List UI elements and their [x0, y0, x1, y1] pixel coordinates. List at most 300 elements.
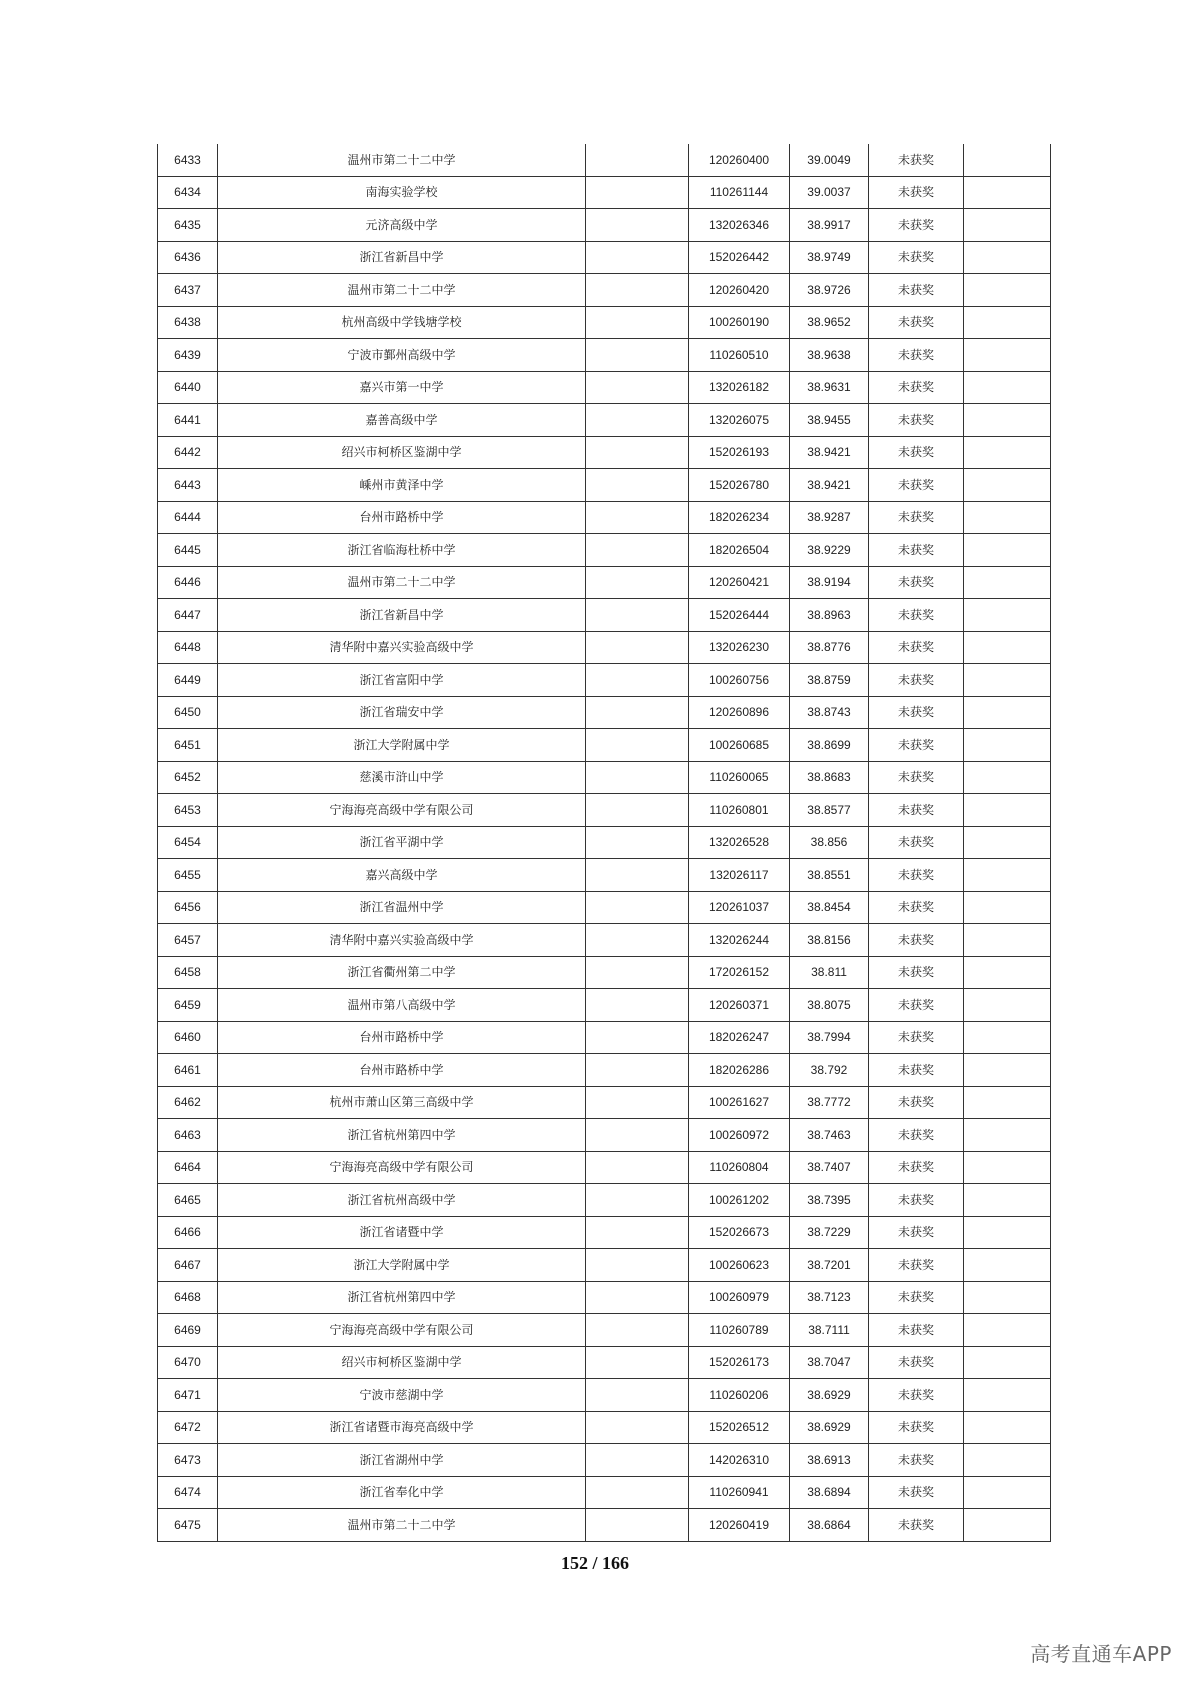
school-name-cell: 浙江省杭州高级中学 — [218, 1184, 586, 1217]
award-cell: 未获奖 — [869, 1476, 964, 1509]
table-row — [158, 1476, 1051, 1509]
rank-cell: 6444 — [158, 501, 218, 534]
score-cell: 38.6913 — [790, 1444, 869, 1477]
note-cell — [964, 144, 1051, 176]
blank-cell — [586, 209, 689, 242]
score-cell: 38.9229 — [790, 534, 869, 567]
table-row — [158, 1021, 1051, 1054]
school-name-cell: 宁海海亮高级中学有限公司 — [218, 1314, 586, 1347]
school-name-cell: 宁波市慈湖中学 — [218, 1379, 586, 1412]
award-cell: 未获奖 — [869, 1444, 964, 1477]
rank-cell: 6452 — [158, 761, 218, 794]
score-cell: 38.7229 — [790, 1216, 869, 1249]
table-row — [158, 1054, 1051, 1087]
rank-cell: 6466 — [158, 1216, 218, 1249]
note-cell — [964, 534, 1051, 567]
note-cell — [964, 1444, 1051, 1477]
rank-cell: 6435 — [158, 209, 218, 242]
blank-cell — [586, 1054, 689, 1087]
student-id-cell: 132026244 — [689, 924, 790, 957]
award-cell: 未获奖 — [869, 761, 964, 794]
student-id-cell: 110260804 — [689, 1151, 790, 1184]
award-cell: 未获奖 — [869, 924, 964, 957]
school-name-cell: 宁海海亮高级中学有限公司 — [218, 794, 586, 827]
award-cell: 未获奖 — [869, 306, 964, 339]
note-cell — [964, 339, 1051, 372]
student-id-cell: 152026193 — [689, 436, 790, 469]
award-cell: 未获奖 — [869, 1249, 964, 1282]
score-cell: 38.7201 — [790, 1249, 869, 1282]
blank-cell — [586, 566, 689, 599]
award-cell: 未获奖 — [869, 339, 964, 372]
blank-cell — [586, 1086, 689, 1119]
student-id-cell: 110260941 — [689, 1476, 790, 1509]
blank-cell — [586, 1151, 689, 1184]
score-cell: 38.811 — [790, 956, 869, 989]
score-cell: 38.7407 — [790, 1151, 869, 1184]
score-cell: 38.7994 — [790, 1021, 869, 1054]
table-row — [158, 956, 1051, 989]
table-row — [158, 1086, 1051, 1119]
school-name-cell: 温州市第二十二中学 — [218, 1509, 586, 1542]
score-cell: 38.8156 — [790, 924, 869, 957]
school-name-cell: 宁波市鄞州高级中学 — [218, 339, 586, 372]
table-row — [158, 339, 1051, 372]
score-cell: 38.8963 — [790, 599, 869, 632]
score-cell: 38.8743 — [790, 696, 869, 729]
award-cell: 未获奖 — [869, 1054, 964, 1087]
note-cell — [964, 696, 1051, 729]
note-cell — [964, 599, 1051, 632]
rank-cell: 6475 — [158, 1509, 218, 1542]
school-name-cell: 浙江省诸暨市海亮高级中学 — [218, 1411, 586, 1444]
table-row — [158, 599, 1051, 632]
note-cell — [964, 1379, 1051, 1412]
blank-cell — [586, 1509, 689, 1542]
blank-cell — [586, 469, 689, 502]
score-cell: 38.9421 — [790, 436, 869, 469]
rank-cell: 6434 — [158, 176, 218, 209]
award-cell: 未获奖 — [869, 826, 964, 859]
blank-cell — [586, 696, 689, 729]
school-name-cell: 浙江省临海杜桥中学 — [218, 534, 586, 567]
student-id-cell: 100260979 — [689, 1281, 790, 1314]
blank-cell — [586, 339, 689, 372]
student-id-cell: 132026075 — [689, 404, 790, 437]
blank-cell — [586, 1021, 689, 1054]
rank-cell: 6448 — [158, 631, 218, 664]
score-cell: 38.6929 — [790, 1379, 869, 1412]
blank-cell — [586, 144, 689, 176]
note-cell — [964, 1509, 1051, 1542]
rank-cell: 6474 — [158, 1476, 218, 1509]
table-row — [158, 859, 1051, 892]
rank-cell: 6441 — [158, 404, 218, 437]
blank-cell — [586, 534, 689, 567]
score-cell: 38.9726 — [790, 274, 869, 307]
award-cell: 未获奖 — [869, 566, 964, 599]
note-cell — [964, 761, 1051, 794]
award-cell: 未获奖 — [869, 176, 964, 209]
table-row — [158, 696, 1051, 729]
table-row — [158, 1444, 1051, 1477]
school-name-cell: 温州市第二十二中学 — [218, 274, 586, 307]
student-id-cell: 110260801 — [689, 794, 790, 827]
score-cell: 38.9421 — [790, 469, 869, 502]
student-id-cell: 100261202 — [689, 1184, 790, 1217]
school-name-cell: 浙江省杭州第四中学 — [218, 1119, 586, 1152]
school-name-cell: 元济高级中学 — [218, 209, 586, 242]
rank-cell: 6461 — [158, 1054, 218, 1087]
blank-cell — [586, 1476, 689, 1509]
school-name-cell: 台州市路桥中学 — [218, 1054, 586, 1087]
award-cell: 未获奖 — [869, 534, 964, 567]
note-cell — [964, 826, 1051, 859]
page-number: 152 / 166 — [560, 1553, 629, 1573]
rank-cell: 6450 — [158, 696, 218, 729]
score-cell: 38.7395 — [790, 1184, 869, 1217]
school-name-cell: 浙江省衢州第二中学 — [218, 956, 586, 989]
award-cell: 未获奖 — [869, 404, 964, 437]
school-name-cell: 浙江省富阳中学 — [218, 664, 586, 697]
blank-cell — [586, 404, 689, 437]
table-row — [158, 761, 1051, 794]
score-cell: 38.9749 — [790, 241, 869, 274]
blank-cell — [586, 1444, 689, 1477]
table-row — [158, 1411, 1051, 1444]
rank-cell: 6433 — [158, 144, 218, 176]
award-cell: 未获奖 — [869, 1281, 964, 1314]
table-row — [158, 1281, 1051, 1314]
score-cell: 38.856 — [790, 826, 869, 859]
table-row — [158, 144, 1051, 176]
school-name-cell: 温州市第八高级中学 — [218, 989, 586, 1022]
school-name-cell: 慈溪市浒山中学 — [218, 761, 586, 794]
student-id-cell: 110260065 — [689, 761, 790, 794]
school-name-cell: 嘉兴市第一中学 — [218, 371, 586, 404]
score-cell: 38.9652 — [790, 306, 869, 339]
rank-cell: 6473 — [158, 1444, 218, 1477]
table-row — [158, 664, 1051, 697]
blank-cell — [586, 1346, 689, 1379]
score-cell: 38.8683 — [790, 761, 869, 794]
blank-cell — [586, 241, 689, 274]
school-name-cell: 浙江省新昌中学 — [218, 241, 586, 274]
note-cell — [964, 956, 1051, 989]
score-cell: 38.6894 — [790, 1476, 869, 1509]
award-cell: 未获奖 — [869, 989, 964, 1022]
blank-cell — [586, 501, 689, 534]
score-cell: 38.7123 — [790, 1281, 869, 1314]
award-cell: 未获奖 — [869, 891, 964, 924]
note-cell — [964, 1054, 1051, 1087]
student-id-cell: 120260896 — [689, 696, 790, 729]
table-row — [158, 209, 1051, 242]
score-cell: 38.792 — [790, 1054, 869, 1087]
student-id-cell: 142026310 — [689, 1444, 790, 1477]
award-cell: 未获奖 — [869, 1509, 964, 1542]
award-cell: 未获奖 — [869, 1379, 964, 1412]
student-id-cell: 182026286 — [689, 1054, 790, 1087]
table-row — [158, 1184, 1051, 1217]
student-id-cell: 132026230 — [689, 631, 790, 664]
score-cell: 38.7047 — [790, 1346, 869, 1379]
award-cell: 未获奖 — [869, 1346, 964, 1379]
table-row — [158, 989, 1051, 1022]
award-cell: 未获奖 — [869, 241, 964, 274]
student-id-cell: 110260206 — [689, 1379, 790, 1412]
table-row — [158, 566, 1051, 599]
rank-cell: 6456 — [158, 891, 218, 924]
rank-cell: 6436 — [158, 241, 218, 274]
rank-cell: 6454 — [158, 826, 218, 859]
award-cell: 未获奖 — [869, 1151, 964, 1184]
note-cell — [964, 891, 1051, 924]
note-cell — [964, 1151, 1051, 1184]
note-cell — [964, 1216, 1051, 1249]
note-cell — [964, 1119, 1051, 1152]
table-row — [158, 924, 1051, 957]
rank-cell: 6460 — [158, 1021, 218, 1054]
score-cell: 39.0049 — [790, 144, 869, 176]
student-id-cell: 120260400 — [689, 144, 790, 176]
rank-cell: 6437 — [158, 274, 218, 307]
table-row — [158, 891, 1051, 924]
school-name-cell: 浙江省平湖中学 — [218, 826, 586, 859]
school-name-cell: 台州市路桥中学 — [218, 1021, 586, 1054]
rank-cell: 6464 — [158, 1151, 218, 1184]
score-cell: 38.8454 — [790, 891, 869, 924]
score-cell: 38.9631 — [790, 371, 869, 404]
rank-cell: 6470 — [158, 1346, 218, 1379]
school-name-cell: 温州市第二十二中学 — [218, 566, 586, 599]
rank-cell: 6459 — [158, 989, 218, 1022]
table-row — [158, 1379, 1051, 1412]
rank-cell: 6449 — [158, 664, 218, 697]
score-cell: 38.9455 — [790, 404, 869, 437]
score-cell: 38.6929 — [790, 1411, 869, 1444]
school-name-cell: 浙江省诸暨中学 — [218, 1216, 586, 1249]
student-id-cell: 152026444 — [689, 599, 790, 632]
award-cell: 未获奖 — [869, 274, 964, 307]
note-cell — [964, 469, 1051, 502]
score-cell: 38.7772 — [790, 1086, 869, 1119]
note-cell — [964, 274, 1051, 307]
blank-cell — [586, 989, 689, 1022]
blank-cell — [586, 631, 689, 664]
note-cell — [964, 566, 1051, 599]
student-id-cell: 100260685 — [689, 729, 790, 762]
award-cell: 未获奖 — [869, 144, 964, 176]
note-cell — [964, 1021, 1051, 1054]
school-name-cell: 温州市第二十二中学 — [218, 144, 586, 176]
note-cell — [964, 1249, 1051, 1282]
school-name-cell: 浙江省杭州第四中学 — [218, 1281, 586, 1314]
note-cell — [964, 404, 1051, 437]
blank-cell — [586, 826, 689, 859]
student-id-cell: 100260972 — [689, 1119, 790, 1152]
school-name-cell: 台州市路桥中学 — [218, 501, 586, 534]
school-name-cell: 浙江省奉化中学 — [218, 1476, 586, 1509]
award-cell: 未获奖 — [869, 469, 964, 502]
school-name-cell: 浙江省温州中学 — [218, 891, 586, 924]
student-id-cell: 132026528 — [689, 826, 790, 859]
table-row — [158, 176, 1051, 209]
student-id-cell: 152026780 — [689, 469, 790, 502]
table-row — [158, 241, 1051, 274]
note-cell — [964, 664, 1051, 697]
student-id-cell: 172026152 — [689, 956, 790, 989]
note-cell — [964, 859, 1051, 892]
school-name-cell: 绍兴市柯桥区鉴湖中学 — [218, 1346, 586, 1379]
award-cell: 未获奖 — [869, 436, 964, 469]
score-cell: 38.8776 — [790, 631, 869, 664]
school-name-cell: 杭州市萧山区第三高级中学 — [218, 1086, 586, 1119]
award-cell: 未获奖 — [869, 1086, 964, 1119]
table-row — [158, 1216, 1051, 1249]
table-row — [158, 1509, 1051, 1542]
rank-cell: 6457 — [158, 924, 218, 957]
note-cell — [964, 176, 1051, 209]
rank-cell: 6472 — [158, 1411, 218, 1444]
note-cell — [964, 209, 1051, 242]
table-row — [158, 631, 1051, 664]
note-cell — [964, 1314, 1051, 1347]
table-row — [158, 1119, 1051, 1152]
blank-cell — [586, 729, 689, 762]
blank-cell — [586, 1379, 689, 1412]
school-name-cell: 浙江省瑞安中学 — [218, 696, 586, 729]
blank-cell — [586, 1119, 689, 1152]
school-name-cell: 嘉兴高级中学 — [218, 859, 586, 892]
rank-cell: 6445 — [158, 534, 218, 567]
student-id-cell: 132026117 — [689, 859, 790, 892]
school-name-cell: 清华附中嘉兴实验高级中学 — [218, 924, 586, 957]
blank-cell — [586, 664, 689, 697]
blank-cell — [586, 794, 689, 827]
note-cell — [964, 1476, 1051, 1509]
rank-cell: 6467 — [158, 1249, 218, 1282]
rank-cell: 6469 — [158, 1314, 218, 1347]
student-id-cell: 120261037 — [689, 891, 790, 924]
rank-cell: 6465 — [158, 1184, 218, 1217]
note-cell — [964, 794, 1051, 827]
blank-cell — [586, 1314, 689, 1347]
student-id-cell: 100261627 — [689, 1086, 790, 1119]
table-row — [158, 534, 1051, 567]
note-cell — [964, 729, 1051, 762]
rank-cell: 6468 — [158, 1281, 218, 1314]
note-cell — [964, 1346, 1051, 1379]
student-id-cell: 132026346 — [689, 209, 790, 242]
note-cell — [964, 241, 1051, 274]
blank-cell — [586, 761, 689, 794]
award-cell: 未获奖 — [869, 696, 964, 729]
student-id-cell: 182026234 — [689, 501, 790, 534]
table-row — [158, 794, 1051, 827]
award-cell: 未获奖 — [869, 209, 964, 242]
note-cell — [964, 1184, 1051, 1217]
table-row — [158, 306, 1051, 339]
school-name-cell: 嵊州市黄泽中学 — [218, 469, 586, 502]
student-id-cell: 110260789 — [689, 1314, 790, 1347]
rank-cell: 6453 — [158, 794, 218, 827]
watermark-text: 高考直通车APP — [1030, 1642, 1172, 1666]
table-row — [158, 274, 1051, 307]
rank-cell: 6443 — [158, 469, 218, 502]
award-cell: 未获奖 — [869, 956, 964, 989]
score-cell: 38.8759 — [790, 664, 869, 697]
award-cell: 未获奖 — [869, 501, 964, 534]
school-name-cell: 绍兴市柯桥区鉴湖中学 — [218, 436, 586, 469]
award-cell: 未获奖 — [869, 1021, 964, 1054]
rank-cell: 6438 — [158, 306, 218, 339]
student-id-cell: 182026504 — [689, 534, 790, 567]
rank-cell: 6462 — [158, 1086, 218, 1119]
table-row — [158, 1346, 1051, 1379]
award-cell: 未获奖 — [869, 1216, 964, 1249]
score-cell: 38.7463 — [790, 1119, 869, 1152]
note-cell — [964, 501, 1051, 534]
student-id-cell: 110261144 — [689, 176, 790, 209]
blank-cell — [586, 176, 689, 209]
award-cell: 未获奖 — [869, 599, 964, 632]
score-cell: 38.8699 — [790, 729, 869, 762]
school-name-cell: 南海实验学校 — [218, 176, 586, 209]
student-id-cell: 120260420 — [689, 274, 790, 307]
award-cell: 未获奖 — [869, 794, 964, 827]
student-id-cell: 152026673 — [689, 1216, 790, 1249]
score-cell: 38.9194 — [790, 566, 869, 599]
table-row — [158, 501, 1051, 534]
student-id-cell: 182026247 — [689, 1021, 790, 1054]
table-row — [158, 1249, 1051, 1282]
blank-cell — [586, 436, 689, 469]
score-cell: 38.9638 — [790, 339, 869, 372]
student-id-cell: 100260190 — [689, 306, 790, 339]
table-row — [158, 1151, 1051, 1184]
rank-cell: 6442 — [158, 436, 218, 469]
results-table — [157, 144, 1051, 1542]
blank-cell — [586, 1411, 689, 1444]
blank-cell — [586, 924, 689, 957]
school-name-cell: 嘉善高级中学 — [218, 404, 586, 437]
student-id-cell: 120260371 — [689, 989, 790, 1022]
score-cell: 39.0037 — [790, 176, 869, 209]
blank-cell — [586, 956, 689, 989]
score-cell: 38.8577 — [790, 794, 869, 827]
school-name-cell: 浙江大学附属中学 — [218, 1249, 586, 1282]
school-name-cell: 宁海海亮高级中学有限公司 — [218, 1151, 586, 1184]
rank-cell: 6447 — [158, 599, 218, 632]
score-cell: 38.8551 — [790, 859, 869, 892]
school-name-cell: 浙江大学附属中学 — [218, 729, 586, 762]
rank-cell: 6463 — [158, 1119, 218, 1152]
award-cell: 未获奖 — [869, 1314, 964, 1347]
award-cell: 未获奖 — [869, 371, 964, 404]
note-cell — [964, 989, 1051, 1022]
award-cell: 未获奖 — [869, 729, 964, 762]
blank-cell — [586, 1216, 689, 1249]
award-cell: 未获奖 — [869, 631, 964, 664]
blank-cell — [586, 1184, 689, 1217]
note-cell — [964, 1086, 1051, 1119]
rank-cell: 6439 — [158, 339, 218, 372]
rank-cell: 6451 — [158, 729, 218, 762]
school-name-cell: 杭州高级中学钱塘学校 — [218, 306, 586, 339]
student-id-cell: 152026173 — [689, 1346, 790, 1379]
score-cell: 38.7111 — [790, 1314, 869, 1347]
